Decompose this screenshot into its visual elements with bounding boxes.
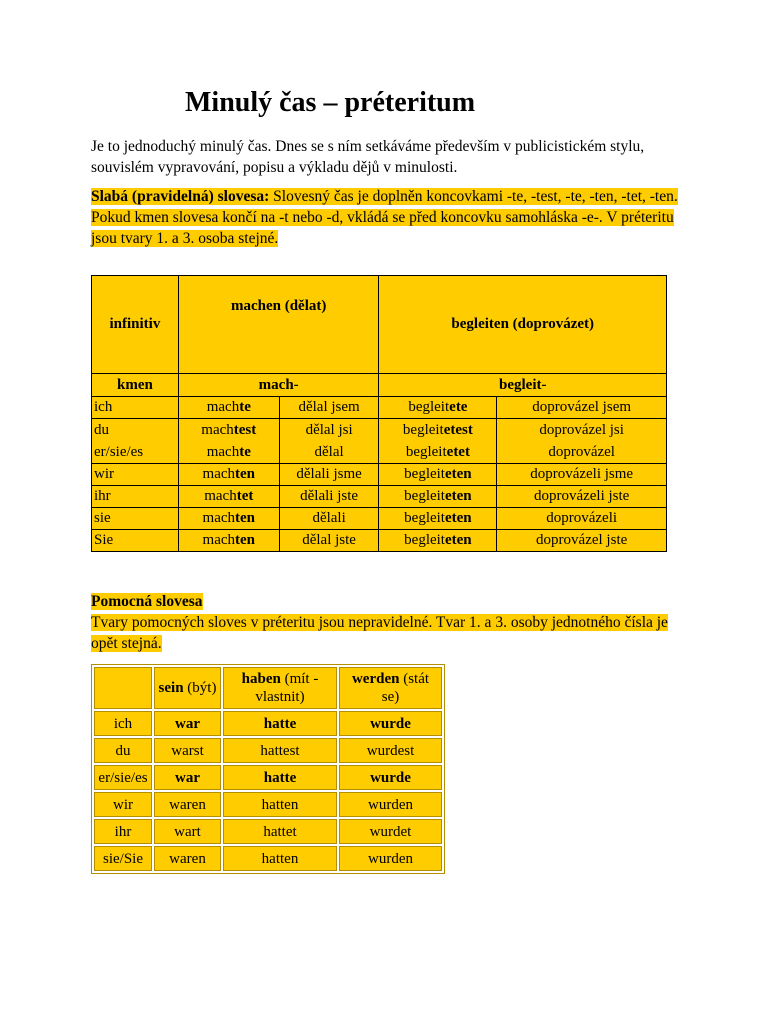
begleiten-form-cell: begleitetest begleitetet [379,419,497,464]
sein-form-cell: waren [154,846,221,871]
sein-form-cell: war [154,765,221,790]
begleiten-form-cell: begleiteten [379,464,497,486]
werden-form-cell: wurden [339,792,442,817]
intro-paragraph: Je to jednoduchý minulý čas. Dnes se s ním setkáváme především v publicistickém stylu, souvislém vypravování, popisu a výkladu dějů v minulosti. [91,138,645,176]
person-cell: du [94,738,152,763]
machen-stem: mach- [178,374,379,397]
sein-form-cell: warst [154,738,221,763]
machen-form-cell: machtet [178,486,279,508]
werden-form-cell: wurde [339,765,442,790]
werden-form-cell: wurdest [339,738,442,763]
machen-form-cell: machten [178,508,279,530]
haben-form-cell: hatten [223,846,337,871]
begleiten-form-cell: begleitete [379,397,497,419]
empty-header-cell [94,667,152,709]
person-cell: Sie [92,530,179,552]
begleiten-translation-cell: doprovázeli [497,508,667,530]
begleiten-header: begleiten (doprovázet) [379,276,667,374]
begleiten-stem: begleit- [379,374,667,397]
table-row [92,530,667,552]
haben-form-cell: hatte [223,711,337,736]
machen-form-cell: machtest machte [178,419,279,464]
person-cell: ich [92,397,179,419]
sein-header: sein (být) [154,667,221,709]
table-row [92,464,667,486]
werden-form-cell: wurden [339,846,442,871]
machen-translation-cell: dělali jsme [279,464,379,486]
haben-form-cell: hattest [223,738,337,763]
weak-verbs-paragraph [91,186,681,249]
table-row [92,486,667,508]
page-title: Minulý čas – préteritum [185,87,476,118]
person-cell: wir [94,792,152,817]
table-row [92,397,667,419]
weak-verbs-table [91,275,667,552]
stem-label: kmen [92,374,179,397]
person-cell: sie [92,508,179,530]
aux-verbs-text: Tvary pomocných sloves v préteritu jsou nepravidelné. Tvar 1. a 3. osoby jednotného čísla je opět stejná. [91,614,668,652]
table-row [92,419,667,464]
begleiten-translation-cell: doprovázel jste [497,530,667,552]
person-cell: du er/sie/es [92,419,179,464]
haben-form-cell: hatte [223,765,337,790]
table-row [94,819,442,844]
werden-header: werden (stát se) [339,667,442,709]
person-cell: wir [92,464,179,486]
machen-form-cell: machten [178,464,279,486]
sein-form-cell: war [154,711,221,736]
sein-form-cell: wart [154,819,221,844]
begleiten-translation-cell: doprovázel jsem [497,397,667,419]
person-cell: er/sie/es [94,765,152,790]
werden-form-cell: wurde [339,711,442,736]
begleiten-translation-cell: doprovázel jsi doprovázel [497,419,667,464]
machen-translation-cell: dělali [279,508,379,530]
begleiten-translation-cell: doprovázeli jste [497,486,667,508]
weak-verbs-text: Slovesný čas je doplněn koncovkami -te, -test, -te, -ten, -tet, -ten. Pokud kmen slovesa končí na -t nebo -d, vkládá se před koncovku samohláska -e-. V préteritu jsou tvary 1. a 3. osoba stejné. [91,188,678,247]
table-row [94,792,442,817]
person-cell: sie/Sie [94,846,152,871]
werden-form-cell: wurdet [339,819,442,844]
stem-row [92,374,667,397]
machen-translation-cell: dělal jsem [279,397,379,419]
haben-form-cell: hattet [223,819,337,844]
machen-translation-cell: dělali jste [279,486,379,508]
table-header-row [94,667,442,709]
begleiten-translation-cell: doprovázeli jsme [497,464,667,486]
machen-translation-cell: dělal jste [279,530,379,552]
begleiten-form-cell: begleiteten [379,486,497,508]
aux-verbs-heading: Pomocná slovesa [91,593,203,610]
table-row [94,765,442,790]
infinitiv-header: infinitiv [92,276,179,374]
table-row [92,508,667,530]
sein-form-cell: waren [154,792,221,817]
table-row [94,711,442,736]
machen-form-cell: machte [178,397,279,419]
table-row [94,846,442,871]
begleiten-form-cell: begleiteten [379,508,497,530]
table-row [94,738,442,763]
machen-header: machen (dělat) [178,276,379,374]
begleiten-form-cell: begleiteten [379,530,497,552]
aux-verbs-paragraph [91,591,681,654]
person-cell: ich [94,711,152,736]
haben-header: haben (mít - vlastnit) [223,667,337,709]
aux-verbs-table [91,664,445,874]
machen-translation-cell: dělal jsi dělal [279,419,379,464]
weak-verbs-heading: Slabá (pravidelná) slovesa: [91,188,270,205]
haben-form-cell: hatten [223,792,337,817]
table-header-row [92,276,667,374]
machen-form-cell: machten [178,530,279,552]
person-cell: ihr [92,486,179,508]
person-cell: ihr [94,819,152,844]
